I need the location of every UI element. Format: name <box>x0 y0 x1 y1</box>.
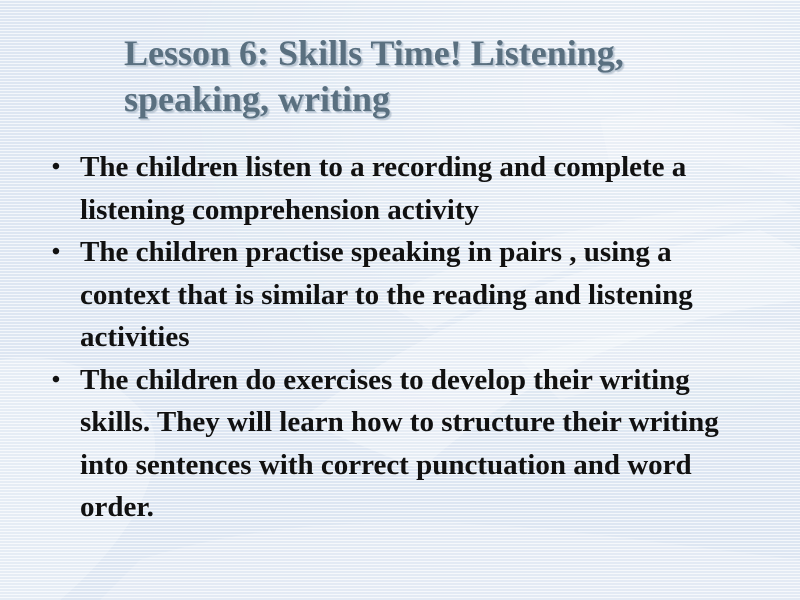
bullet-text: The children practise speaking in pairs , using a context that is similar to the reading and listening activities <box>80 236 693 353</box>
bullet-icon: • <box>51 239 61 265</box>
bullet-icon: • <box>51 366 61 393</box>
bullet-text: The children listen to a recording and complete a listening comprehension activity <box>80 151 687 226</box>
bullet-item <box>46 359 766 529</box>
bullet-item <box>46 231 766 359</box>
bullet-icon: • <box>51 154 61 180</box>
slide-title: Lesson 6: Skills Time! Listening, speaking, writing <box>124 33 624 119</box>
bullet-item <box>46 146 766 231</box>
bullet-list <box>46 146 766 529</box>
bullet-text: The children do exercises to develop their writing skills. They will learn how to structure their writing into sentences with correct punctuation and word order. <box>80 363 719 523</box>
